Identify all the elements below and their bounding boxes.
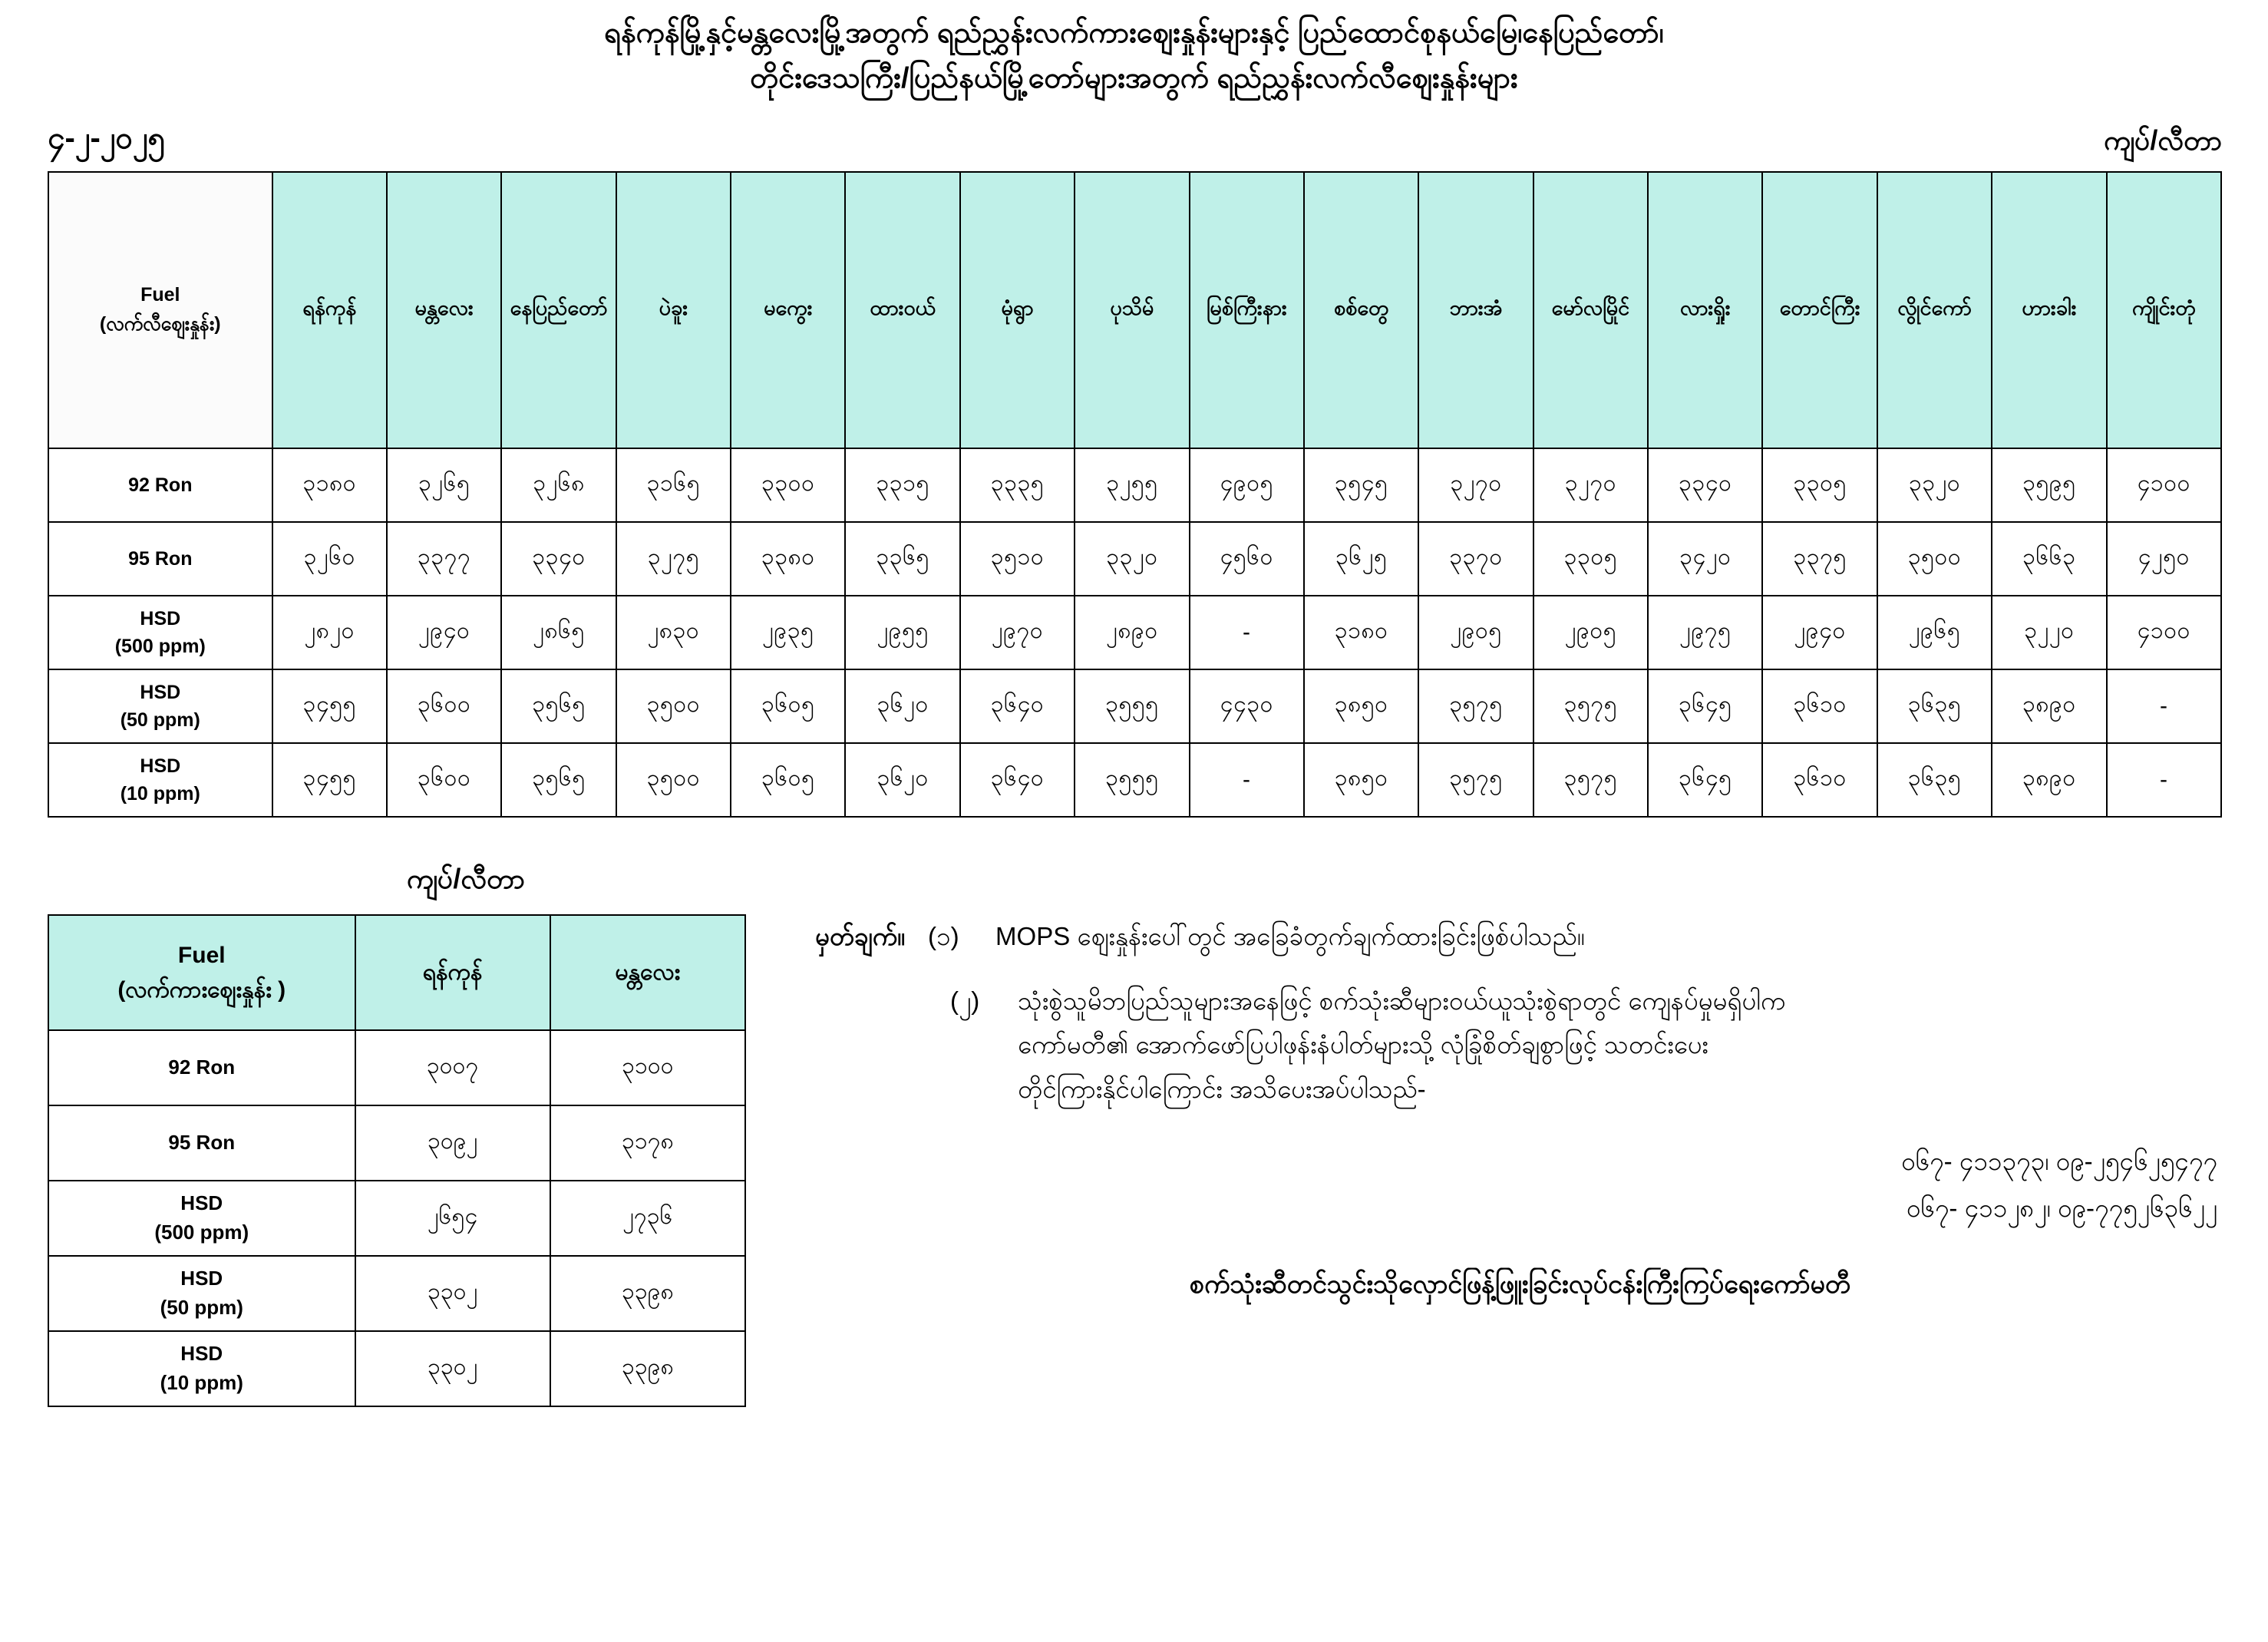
cell-hsd50-15: ၃၈၉၀ [1992,669,2106,743]
cell-wholesale-92ron-yangon: ၃၀၀၇ [355,1030,550,1105]
row-label-line-1: HSD [180,1191,223,1215]
cell-wholesale-95ron-yangon: ၃၀၉၂ [355,1105,550,1181]
column-header-city-6: မုံရွာ [960,172,1075,448]
cell-95ron-13: ၃၃၇၅ [1762,522,1877,596]
cell-hsd50-3: ၃၅၀၀ [616,669,731,743]
cell-wholesale-92ron-mandalay: ၃၁၀၀ [550,1030,745,1105]
cell-hsd500-15: ၃၂၂၀ [1992,596,2106,669]
cell-wholesale-hsd500-yangon: ၂၆၅၄ [355,1181,550,1256]
phone-line-2: ဝ၆၇- ၄၁၁၂၈၂၊ ဝ၉-၇၇၅၂၆၃၆၂၂ [1906,1193,2217,1222]
cell-hsd10-16: - [2107,743,2221,817]
row-label-line-1: HSD [140,681,181,703]
row-header-wholesale-hsd-500ppm [48,1181,355,1256]
cell-hsd500-0: ၂၈၂၀ [272,596,387,669]
column-header-city-13: တောင်ကြီး [1762,172,1877,448]
issuing-organization: စက်သုံးဆီတင်သွင်းသိုလှောင်ဖြန့်ဖြူးခြင်းလုပ်ငန်းကြီးကြပ်ရေးကော်မတီ [1190,1269,1850,1299]
cell-hsd50-11: ၃၅၇၅ [1533,669,1648,743]
cell-92ron-11: ၃၂၇၀ [1533,448,1648,522]
cell-hsd50-14: ၃၆၃၅ [1877,669,1992,743]
cell-95ron-1: ၃၃၇၇ [387,522,501,596]
lower-section [0,861,2268,1407]
retail-price-table-body [48,448,2221,817]
cell-wholesale-hsd50-mandalay: ၃၃၉၈ [550,1256,745,1331]
column-header-city-7: ပုသိမ် [1075,172,1189,448]
table-row [48,743,2221,817]
cell-hsd50-5: ၃၆၂၀ [845,669,959,743]
cell-95ron-2: ၃၃၄၀ [501,522,616,596]
table-row [48,448,2221,522]
fuel-header-line-1: Fuel [140,284,180,306]
note-item-2 [815,979,2225,1112]
column-header-city-1: မန္တလေး [387,172,501,448]
cell-hsd10-9: ၃၈၅၀ [1304,743,1418,817]
cell-hsd500-12: ၂၉၇၅ [1648,596,1762,669]
row-header-92ron [48,448,272,522]
column-header-mandalay: မန္တလေး [550,915,745,1030]
column-header-city-12: လားရှိုး [1648,172,1762,448]
row-label-line-1: HSD [140,755,181,777]
column-header-city-2: နေပြည်တော် [501,172,616,448]
notes-label: မှတ်ချက်။ [815,921,906,950]
row-header-wholesale-hsd-10ppm [48,1331,355,1406]
row-header-hsd-500ppm [48,596,272,669]
row-header-95ron [48,522,272,596]
cell-hsd50-16: - [2107,669,2221,743]
cell-92ron-5: ၃၃၁၅ [845,448,959,522]
row-label-line-1: 92 Ron [168,1055,236,1079]
row-label-line-2: (50 ppm) [120,709,200,731]
column-header-city-15: ဟားခါး [1992,172,2106,448]
cell-95ron-4: ၃၃၈၀ [731,522,845,596]
contact-phones [815,1138,2225,1231]
cell-hsd10-12: ၃၆၄၅ [1648,743,1762,817]
table-row [48,596,2221,669]
cell-wholesale-hsd10-yangon: ၃၃၀၂ [355,1331,550,1406]
cell-hsd500-9: ၃၁၈၀ [1304,596,1418,669]
cell-hsd10-11: ၃၅၇၅ [1533,743,1648,817]
column-header-city-3: ပဲခူး [616,172,731,448]
table-row [48,1331,745,1406]
row-header-hsd-10ppm [48,743,272,817]
retail-price-table [48,171,2222,818]
note-2-line-3: တိုင်ကြားနိုင်ပါကြောင်း အသိပေးအပ်ပါသည်- [1018,1075,1426,1104]
cell-hsd50-6: ၃၆၄၀ [960,669,1075,743]
cell-hsd50-1: ၃၆၀၀ [387,669,501,743]
cell-hsd10-7: ၃၅၅၅ [1075,743,1189,817]
cell-92ron-13: ၃၃၀၅ [1762,448,1877,522]
note-item-1 [815,914,2225,959]
column-header-fuel [48,172,272,448]
cell-hsd10-6: ၃၆၄၀ [960,743,1075,817]
column-header-city-0: ရန်ကုန် [272,172,387,448]
cell-95ron-6: ၃၅၁၀ [960,522,1075,596]
cell-hsd10-10: ၃၅၇၅ [1418,743,1533,817]
cell-hsd10-1: ၃၆၀၀ [387,743,501,817]
cell-wholesale-hsd500-mandalay: ၂၇၃၆ [550,1181,745,1256]
cell-hsd500-16: ၄၁၀၀ [2107,596,2221,669]
fuel-header-line-2: (လက်လီဈေးနှုန်း) [99,312,221,335]
cell-95ron-9: ၃၆၂၅ [1304,522,1418,596]
cell-95ron-14: ၃၅၀၀ [1877,522,1992,596]
cell-hsd10-2: ၃၅၆၅ [501,743,616,817]
column-header-city-14: လွိုင်ကော် [1877,172,1992,448]
column-header-yangon: ရန်ကုန် [355,915,550,1030]
row-label-line-2: (10 ppm) [120,782,200,804]
cell-95ron-11: ၃၃၀၅ [1533,522,1648,596]
cell-hsd500-7: ၂၈၉၀ [1075,596,1189,669]
table-row [48,669,2221,743]
row-label-line-1: HSD [180,1267,223,1290]
table-header-row [48,915,745,1030]
wholesale-table-head [48,915,745,1030]
column-header-fuel-wholesale [48,915,355,1030]
note-1-number: (၁) [928,921,959,950]
note-2-body [1018,979,2225,1112]
phone-line-1: ဝ၆၇- ၄၁၁၃၇၃၊ ဝ၉-၂၅၄၆၂၅၄၇၇ [1900,1146,2217,1175]
table-header-row [48,172,2221,448]
cell-92ron-14: ၃၃၂၀ [1877,448,1992,522]
fuel-header-line-2: (လက်ကားဈေးနှုန်း ) [117,976,286,1003]
cell-hsd50-9: ၃၈၅၀ [1304,669,1418,743]
wholesale-section [48,861,769,1407]
wholesale-price-table [48,914,746,1407]
publication-date: ၄-၂-၂၀၂၅ [48,121,166,155]
cell-92ron-1: ၃၂၆၅ [387,448,501,522]
cell-hsd50-10: ၃၅၇၅ [1418,669,1533,743]
cell-hsd10-5: ၃၆၂၀ [845,743,959,817]
page-title-line-1: ရန်ကုန်မြို့နှင့်မန္တလေးမြို့အတွက် ရည်ညွှန်းလက်ကားဈေးနှုန်းများနှင့် ပြည်ထောင်စုနယ်မြေ၊နေပြည်တော်၊ [604,17,1664,49]
cell-hsd10-15: ၃၈၉၀ [1992,743,2106,817]
note-2-line-2: ကော်မတီ၏ အောက်ဖော်ပြပါဖုန်းနံပါတ်များသို့ လုံခြုံစိတ်ချစွာဖြင့် သတင်းပေး [1018,1030,1708,1059]
cell-hsd10-14: ၃၆၃၅ [1877,743,1992,817]
fuel-header-line-1: Fuel [177,942,226,968]
cell-95ron-12: ၃၄၂၀ [1648,522,1762,596]
cell-hsd10-0: ၃၄၅၅ [272,743,387,817]
cell-95ron-3: ၃၂၇၅ [616,522,731,596]
main-table-wrap [0,171,2268,818]
cell-95ron-10: ၃၃၇၀ [1418,522,1533,596]
row-label-line-1: 95 Ron [168,1130,236,1154]
row-label-line-1: 95 Ron [128,547,193,570]
document-title-block [0,0,2268,101]
cell-hsd50-12: ၃၆၄၅ [1648,669,1762,743]
row-label-line-1: HSD [180,1342,223,1366]
table-row [48,1256,745,1331]
cell-hsd10-8: - [1190,743,1304,817]
cell-95ron-5: ၃၃၆၅ [845,522,959,596]
cell-wholesale-hsd50-yangon: ၃၃၀၂ [355,1256,550,1331]
meta-row [0,101,2268,171]
unit-label-wholesale: ကျပ်/လီတာ [407,862,525,894]
note-1-text: MOPS ဈေးနှုန်းပေါ်တွင် အခြေခံတွက်ချက်ထားခြင်းဖြစ်ပါသည်။ [995,921,1585,950]
unit-label-main: ကျပ်/လီတာ [2104,124,2222,156]
row-label-line-1: HSD [140,607,181,629]
cell-hsd10-13: ၃၆၁၀ [1762,743,1877,817]
cell-92ron-12: ၃၃၄၀ [1648,448,1762,522]
cell-hsd50-8: ၄၄၃၀ [1190,669,1304,743]
cell-hsd500-1: ၂၉၄၀ [387,596,501,669]
cell-wholesale-hsd10-mandalay: ၃၃၉၈ [550,1331,745,1406]
cell-hsd10-3: ၃၅၀၀ [616,743,731,817]
cell-hsd500-13: ၂၉၄၀ [1762,596,1877,669]
cell-92ron-16: ၄၁၀၀ [2107,448,2221,522]
cell-wholesale-95ron-mandalay: ၃၁၇၈ [550,1105,745,1181]
table-row [48,1105,745,1181]
cell-hsd50-13: ၃၆၁၀ [1762,669,1877,743]
cell-hsd500-6: ၂၉၇၀ [960,596,1075,669]
cell-95ron-7: ၃၃၂၀ [1075,522,1189,596]
row-header-hsd-50ppm [48,669,272,743]
cell-hsd50-7: ၃၅၅၅ [1075,669,1189,743]
row-label-line-2: (10 ppm) [160,1370,243,1394]
retail-price-table-head [48,172,2221,448]
cell-92ron-10: ၃၂၇၀ [1418,448,1533,522]
cell-92ron-2: ၃၂၆၈ [501,448,616,522]
cell-92ron-6: ၃၃၃၅ [960,448,1075,522]
column-header-city-5: ထားဝယ် [845,172,959,448]
cell-92ron-3: ၃၁၆၅ [616,448,731,522]
cell-hsd500-5: ၂၉၅၅ [845,596,959,669]
cell-95ron-15: ၃၆၆၃ [1992,522,2106,596]
cell-hsd500-10: ၂၉၀၅ [1418,596,1533,669]
note-2-line-1: သုံးစွဲသူမိဘပြည်သူများအနေဖြင့် စက်သုံးဆီများဝယ်ယူသုံးစွဲရာတွင် ကျေနပ်မှုမရှိပါက [1018,986,1786,1015]
note-2-number: (၂) [950,986,980,1015]
column-header-city-10: ဘားအံ [1418,172,1533,448]
cell-92ron-0: ၃၁၈၀ [272,448,387,522]
cell-92ron-9: ၃၅၄၅ [1304,448,1418,522]
cell-hsd500-11: ၂၉၀၅ [1533,596,1648,669]
row-label-line-2: (500 ppm) [154,1220,249,1244]
cell-hsd50-4: ၃၆၀၅ [731,669,845,743]
cell-92ron-8: ၄၉၀၅ [1190,448,1304,522]
cell-95ron-0: ၃၂၆၀ [272,522,387,596]
page-title-line-2: တိုင်းဒေသကြီး/ပြည်နယ်မြို့တော်များအတွက် ရည်ညွှန်းလက်လီဈေးနှုန်းများ [750,61,1518,94]
cell-92ron-7: ၃၂၅၅ [1075,448,1189,522]
column-header-city-16: ကျိုင်းတုံ [2107,172,2221,448]
notes-section [769,861,2225,1407]
column-header-city-4: မကွေး [731,172,845,448]
column-header-city-8: မြစ်ကြီးနား [1190,172,1304,448]
row-header-wholesale-hsd-50ppm [48,1256,355,1331]
row-header-wholesale-92ron [48,1030,355,1105]
cell-hsd500-14: ၂၉၆၅ [1877,596,1992,669]
column-header-city-9: စစ်တွေ [1304,172,1418,448]
table-row [48,522,2221,596]
cell-95ron-16: ၄၂၅၀ [2107,522,2221,596]
table-row [48,1181,745,1256]
row-label-line-2: (50 ppm) [160,1295,243,1319]
row-header-wholesale-95ron [48,1105,355,1181]
cell-hsd500-8: - [1190,596,1304,669]
cell-hsd500-4: ၂၉၃၅ [731,596,845,669]
cell-92ron-4: ၃၃၀၀ [731,448,845,522]
column-header-city-11: မော်လမြိုင် [1533,172,1648,448]
row-label-line-2: (500 ppm) [114,635,206,657]
table-row [48,1030,745,1105]
cell-hsd500-2: ၂၈၆၅ [501,596,616,669]
wholesale-table-body [48,1030,745,1406]
row-label-line-1: 92 Ron [128,474,193,496]
cell-hsd50-0: ၃၄၅၅ [272,669,387,743]
cell-92ron-15: ၃၅၉၅ [1992,448,2106,522]
cell-hsd50-2: ၃၅၆၅ [501,669,616,743]
cell-95ron-8: ၄၅၆၀ [1190,522,1304,596]
cell-hsd10-4: ၃၆၀၅ [731,743,845,817]
cell-hsd500-3: ၂၈၃၀ [616,596,731,669]
